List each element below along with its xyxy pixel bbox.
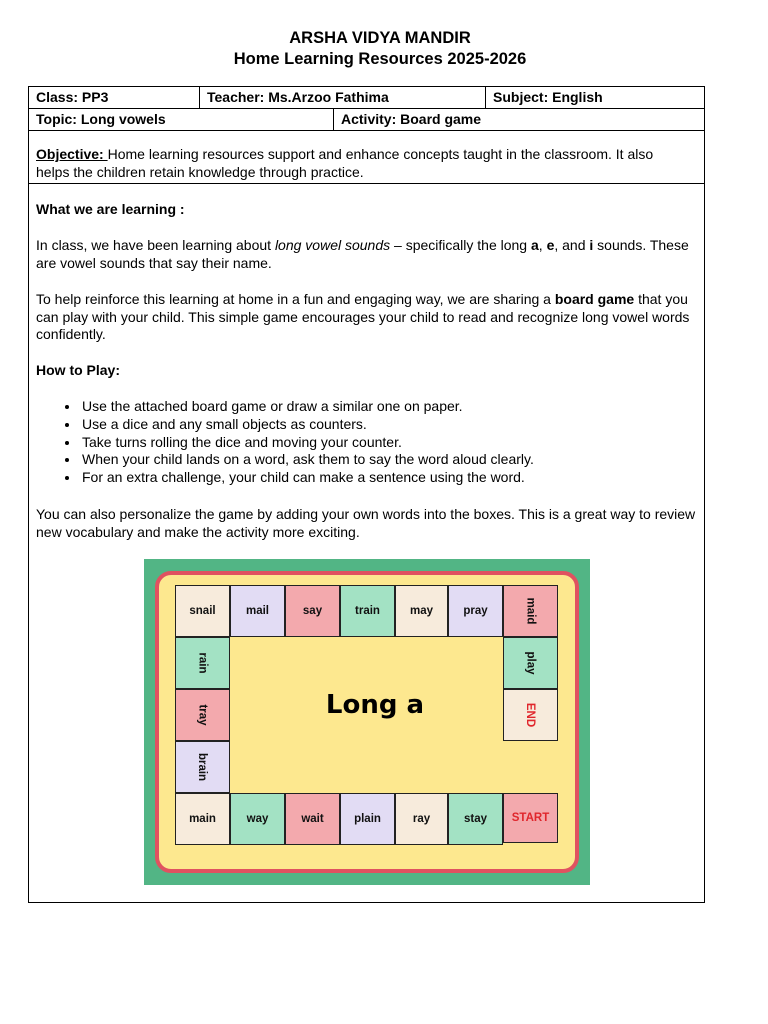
p2-bold: board game [554, 291, 635, 307]
objective-row-border [29, 131, 704, 184]
board-tile: mail [230, 585, 285, 637]
board-tile: brain [175, 741, 230, 793]
board-tile: way [230, 793, 285, 845]
start-tile: START [503, 793, 558, 843]
list-item: • Take turns rolling the dice and moving your counter. [80, 434, 534, 452]
board-tile: pray [448, 585, 503, 637]
board-tile: tray [175, 689, 230, 741]
learning-heading [36, 201, 696, 219]
p1-comma: , [538, 237, 547, 253]
closing-paragraph [36, 506, 696, 541]
topic-cell: Topic: Long vowels [36, 111, 166, 127]
p2-text-a: To help reinforce this learning at home in a fun and engaging way, we are sharing a [36, 291, 555, 307]
vowel-i: i [589, 237, 594, 253]
board-tile: train [340, 585, 395, 637]
subject-cell: Subject: English [485, 87, 706, 108]
p2-text-b: that you can play with your child. This simple game encourages your child to read and recognize long vowel words confidently. [36, 291, 690, 342]
p1-text-d: sounds. These are vowel sounds that say their name. [36, 237, 689, 271]
closing-text: You can also personalize the game by adding your own words into the boxes. This is a great way to review new vocabulary and make the activity more exciting. [36, 506, 696, 540]
p1-text-b: – specifically the long [390, 237, 531, 253]
list-item: • When your child lands on a word, ask them to say the word aloud clearly. [80, 451, 534, 469]
board-tile: say [285, 585, 340, 637]
info-row-1 [29, 87, 704, 109]
document-subtitle: Home Learning Resources 2025-2026 [233, 50, 527, 68]
board-tile: play [503, 637, 558, 689]
board-tile: rain [175, 637, 230, 689]
end-tile: END [503, 689, 558, 741]
how-to-play-heading [36, 362, 696, 380]
vowel-e: e [546, 237, 555, 253]
learning-paragraph-2 [36, 291, 696, 344]
list-item: • Use the attached board game or draw a similar one on paper. [80, 398, 534, 416]
school-name: ARSHA VIDYA MANDIR [289, 29, 471, 47]
objective-text: Home learning resources support and enhance concepts taught in the classroom. It also helps the children retain knowledge through practice. [36, 146, 654, 180]
board-tile: maid [503, 585, 558, 637]
board-tile: snail [175, 585, 230, 637]
class-cell: Class: PP3 [36, 89, 109, 105]
info-row-2 [29, 109, 704, 131]
document-header [0, 28, 760, 70]
board-tile: stay [448, 793, 503, 845]
board-tile: may [395, 585, 448, 637]
activity-cell: Activity: Board game [333, 109, 706, 130]
board-tile: main [175, 793, 230, 845]
how-to-play-list [59, 398, 534, 487]
board-tile: plain [340, 793, 395, 845]
p1-text-c: , and [554, 237, 590, 253]
p1-emphasis: long vowel sounds [274, 237, 391, 253]
how-to-play-heading-text: How to Play: [36, 362, 121, 378]
learning-paragraph-1 [36, 237, 696, 272]
list-item: • Use a dice and any small objects as counters. [80, 416, 534, 434]
teacher-cell: Teacher: Ms.Arzoo Fathima [199, 87, 485, 108]
board-title: Long a [325, 690, 425, 720]
p1-text-a: In class, we have been learning about [36, 237, 275, 253]
learning-heading-text: What we are learning : [36, 201, 185, 217]
list-item: • For an extra challenge, your child can make a sentence using the word. [80, 469, 534, 487]
board-tile: ray [395, 793, 448, 845]
objective-label: Objective: [36, 146, 108, 162]
board-tile: wait [285, 793, 340, 845]
vowel-a: a [530, 237, 539, 253]
